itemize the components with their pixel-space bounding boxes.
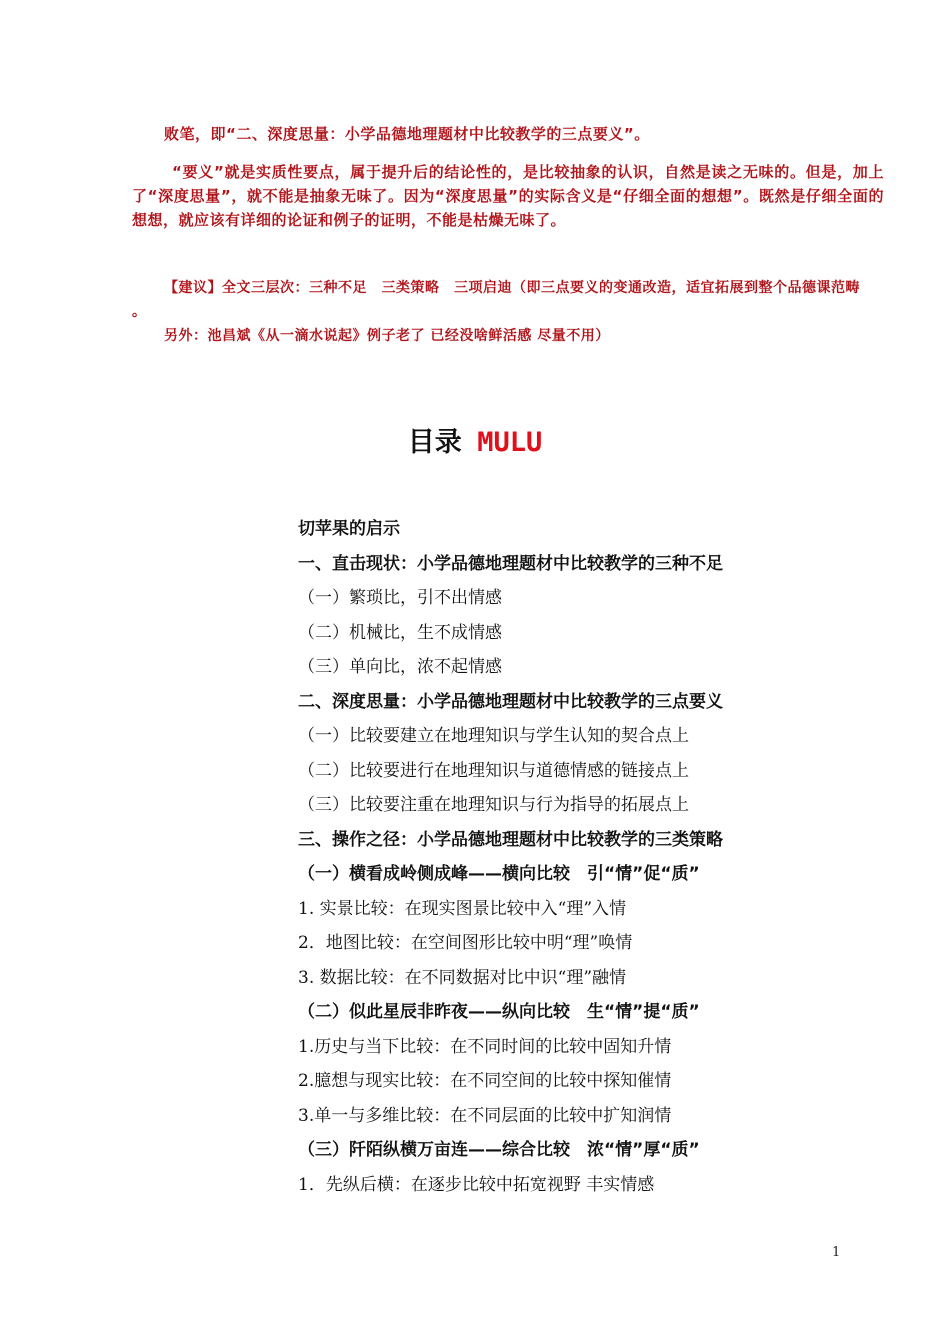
- suggestion-line: 【建议】全文三层次：三种不足 三类策略 三项启迪（即三点要义的变通改造，适宜拓展到整个品德课范畴 。: [132, 280, 860, 320]
- toc-line: 3. 数据比较：在不同数据对比中识“理”融情: [298, 967, 627, 988]
- toc-line: 1．先纵后横：在逐步比较中拓宽视野 丰实情感: [298, 1174, 655, 1195]
- toc-line: （一）繁琐比，引不出情感: [298, 588, 502, 608]
- toc-title: [0, 420, 950, 459]
- toc-line: 3.单一与多维比较：在不同层面的比较中扩知润情: [298, 1105, 672, 1126]
- suggestion-extra: 另外：池昌斌《从一滴水说起》例子老了 已经没啥鲜活感 尽量不用）: [164, 328, 610, 344]
- review-note-paragraph: [132, 160, 884, 232]
- toc-line: 一、直击现状：小学品德地理题材中比较教学的三种不足: [298, 553, 723, 574]
- review-note-line1: 败笔，即“二、深度思量：小学品德地理题材中比较教学的三点要义”。: [164, 125, 650, 143]
- toc-line: （二）比较要进行在地理知识与道德情感的链接点上: [298, 760, 689, 781]
- toc-line: 三、操作之径：小学品德地理题材中比较教学的三类策略: [298, 829, 723, 850]
- toc-line: 1.历史与当下比较：在不同时间的比较中固知升情: [298, 1036, 672, 1057]
- toc-line: （三）单向比，浓不起情感: [298, 657, 502, 677]
- toc-line: （三）阡陌纵横万亩连——综合比较 浓“情”厚“质”: [298, 1140, 700, 1160]
- toc-line: （二）似此星辰非昨夜——纵向比较 生“情”提“质”: [298, 1002, 700, 1022]
- toc-line: 2.臆想与现实比较：在不同空间的比较中探知催情: [298, 1071, 672, 1091]
- toc-line: （一）比较要建立在地理知识与学生认知的契合点上: [298, 726, 689, 746]
- toc-line: （三）比较要注重在地理知识与行为指导的拓展点上: [298, 795, 689, 815]
- review-note-paragraph2: “要义”就是实质性要点，属于提升后的结论性的，是比较抽象的认识，自然是读之无味的。但是，加上了“深度思量”，就不能是抽象无味了。因为“深度思量”的实际含义是“仔细全面的想想”。既然是仔细全面的想想，就应该有详细的论证和例子的证明，不能是枯燥无味了。: [132, 163, 884, 229]
- page-number: 1: [832, 1245, 841, 1260]
- toc-line: （一）横看成岭侧成峰——横向比较 引“情”促“质”: [298, 864, 700, 884]
- toc-line: 2．地图比较：在空间图形比较中明“理”唤情: [298, 933, 633, 953]
- review-note-first-line: [132, 122, 884, 146]
- toc-line: 二、深度思量：小学品德地理题材中比较教学的三点要义: [298, 691, 723, 712]
- toc-line: 切苹果的启示: [298, 519, 400, 539]
- table-of-contents: [298, 512, 858, 1202]
- toc-title-cn: 目录: [407, 427, 462, 458]
- toc-title-en: MULU: [477, 427, 543, 458]
- toc-line: 1. 实景比较：在现实图景比较中入“理”入情: [298, 898, 627, 919]
- toc-line: （二）机械比，生不成情感: [298, 622, 502, 643]
- suggestion-block: [132, 276, 862, 348]
